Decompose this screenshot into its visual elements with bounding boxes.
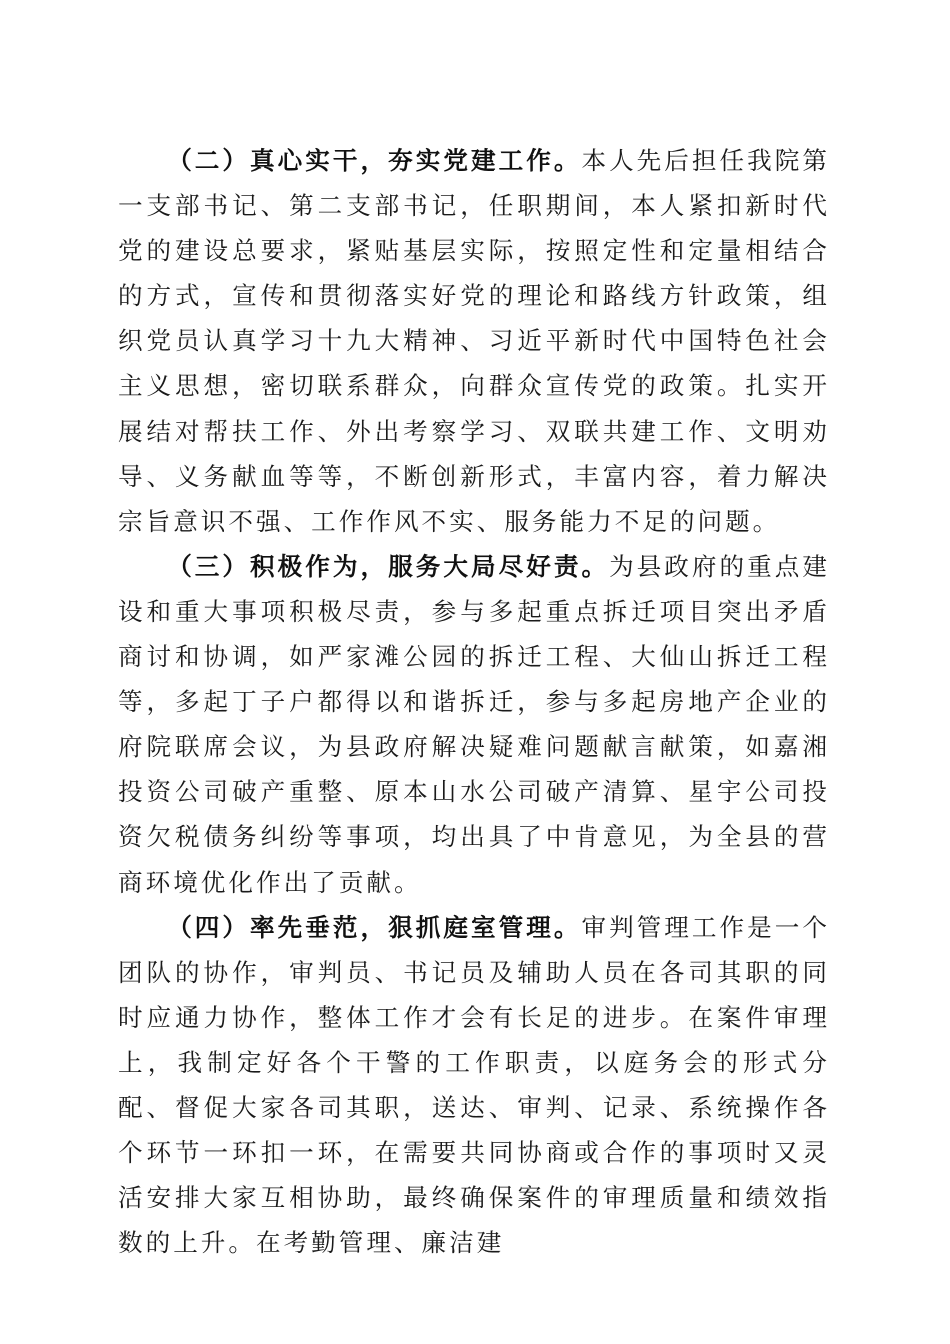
paragraph-office-management (118, 905, 830, 1266)
paragraph-heading: （四）率先垂范，狠抓庭室管理。 (167, 912, 582, 942)
paragraph-text: 本人先后担任我院第一支部书记、第二支部书记，任职期间，本人紧扣新时代党的建设总要求，紧贴基层实际，按照定性和定量相结合的方式，宣传和贯彻落实好党的理论和路线方针政策，组织党员认真学习十九大精神、习近平新时代中国特色社会主义思想，密切联系群众，向群众宣传党的政策。扎实开展结对帮扶工作、外出考察学习、双联共建工作、文明劝导、义务献血等等，不断创新形式，丰富内容，着力解决宗旨意识不强、工作作风不实、服务能力不足的问题。 (118, 146, 830, 536)
paragraph-heading: （三）积极作为，服务大局尽好责。 (167, 551, 610, 581)
paragraph-text: 为县政府的重点建设和重大事项积极尽责，参与多起重点拆迁项目突出矛盾商讨和协调，如严家滩公园的拆迁工程、大仙山拆迁工程等，多起丁子户都得以和谐拆迁，参与多起房地产企业的府院联席会议，为县政府解决疑难问题献言献策，如嘉湘投资公司破产重整、原本山水公司破产清算、星宇公司投资欠税债务纠纷等事项，均出具了中肯意见，为全县的营商环境优化作出了贡献。 (118, 551, 830, 897)
paragraph-heading: （二）真心实干，夯实党建工作。 (167, 146, 582, 175)
document-body (118, 138, 830, 1265)
paragraph-text: 审判管理工作是一个团队的协作，审判员、书记员及辅助人员在各司其职的同时应通力协作，整体工作才会有长足的进步。在案件审理上，我制定好各个干警的工作职责，以庭务会的形式分配、督促大家各司其职，送达、审判、记录、系统操作各个环节一环扣一环，在需要共同协商或合作的事项时又灵活安排大家互相协助，最终确保案件的审理质量和绩效指数的上升。在考勤管理、廉洁建 (118, 912, 830, 1258)
paragraph-party-building (118, 138, 830, 544)
paragraph-serve-overall (118, 544, 830, 905)
